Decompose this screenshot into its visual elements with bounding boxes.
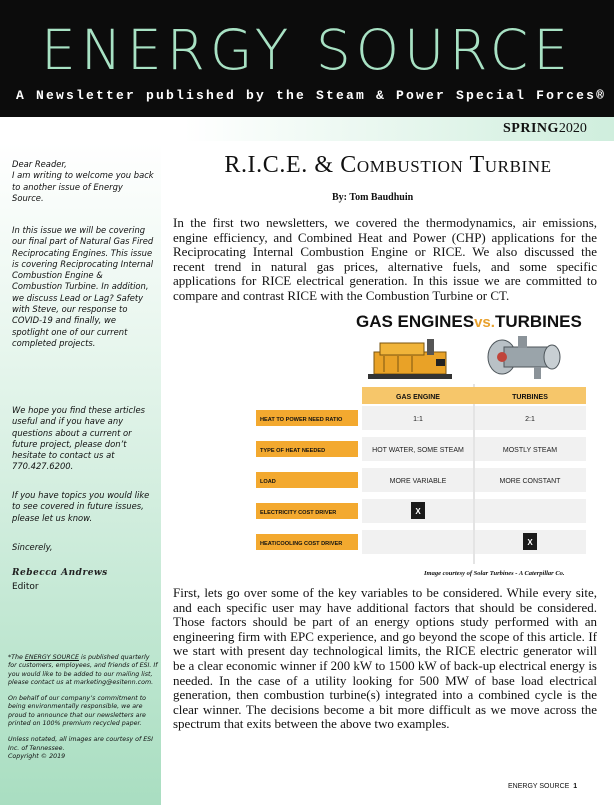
turbine-value: MORE CONSTANT: [499, 478, 561, 485]
issue-date: [503, 121, 587, 137]
row-label: HEAT/COOLING COST DRIVER: [260, 541, 343, 547]
gas-engine-illustration: [368, 339, 452, 379]
mailing-note: *The ENERGY SOURCE is published quarterly for customers, employees, and friends of ESI. If you would like to be added to our mailing list, please contact us at marketing@esitenn.com.: [8, 654, 158, 686]
newsletter-title: ENERGY SOURCE: [41, 18, 573, 82]
engine-mark: X: [415, 507, 421, 516]
comparison-figure: [256, 312, 586, 574]
article-byline: By: Tom Baudhuin: [332, 192, 414, 203]
page-number: 1: [573, 783, 578, 790]
publication-notes: [8, 654, 158, 769]
issue-year: 2020: [558, 121, 587, 136]
sidebar-issue-summary: In this issue we will be covering our final part of Natural Gas Fired Reciprocating Engines. This issue is covering Reciprocating Internal Combustion Engine & Combustion Turbine. In addition, we discuss Lead or Lag? Safety with Steve, our response to COVID-19 and finally, we spotlight one of our current completed projects.: [12, 225, 154, 348]
figure-title: GAS ENGINESvs.TURBINES: [356, 312, 582, 331]
article-body: First, lets go over some of the key variables to be considered. While every site, and each specific user may have additional factors that should be considered. Those factors should be part of an energy options study performed with an engineering firm with EPC experience, and go beyond the scope of this article. If we start with present day technological limits, the RICE electric generator will be a clear economic winner if 200 kW to 1500 kW of back-up electrical energy is needed. In the case of a utility looking for 500 MW of base load electrical generation, then combustion turbine(s) integrated into a combined cycle is the clear winner. The decisions become a bit more difficult as we move across the spectrum that exits between the above two examples.: [173, 585, 597, 732]
editor-role: Editor: [12, 582, 39, 592]
engine-column-header: GAS ENGINE: [396, 394, 440, 401]
footer-publication: ENERGY SOURCE: [508, 783, 570, 790]
row-label: ELECTRICITY COST DRIVER: [260, 510, 337, 516]
figure-credit: Image courtesy of Solar Turbines - A Caterpillar Co.: [424, 570, 565, 577]
sidebar-greeting: Dear Reader, I am writing to welcome you back to another issue of Energy Source.: [12, 159, 154, 203]
page-footer: [508, 783, 577, 790]
masthead-banner: [0, 0, 614, 117]
engine-value: 1:1: [413, 416, 423, 423]
sidebar-topics-note: If you have topics you would like to see covered in future issues, please let us know.: [12, 490, 150, 523]
sidebar-closing: Sincerely,: [12, 542, 53, 552]
image-credit-note: Unless notated, all images are courtesy of ESI Inc. of Tennessee.: [8, 736, 154, 752]
comparison-table-graphic: [256, 312, 586, 574]
issue-season: SPRING: [503, 121, 559, 136]
environment-note: On behalf of our company’s commitment to being environmentally responsible, we are proud to announce that our newsletters are printed on 100% premium recycled paper.: [8, 695, 147, 728]
row-label: LOAD: [260, 479, 276, 485]
article-intro: In the first two newsletters, we covered the thermodynamics, air emissions, engine efficiency, and Combined Heat and Power (CHP) applications for the Reciprocating Internal Combustion Engine or RICE. We also discussed the recent trend in natural gas prices, alternative fuels, and some specific applications for RICE electrical generation. In this issue we are committed to compare and contrast RICE with the Combustion Turbine or CT.: [173, 215, 597, 303]
turbine-column-header: TURBINES: [512, 394, 548, 401]
row-label: TYPE OF HEAT NEEDED: [260, 448, 326, 454]
row-band: [362, 499, 586, 523]
article-title: R.I.C.E. & Combustion Turbine: [224, 152, 552, 178]
sidebar-contact-note: We hope you find these articles useful and if you have any questions about a current or future project, please don’t hesitate to contact us at 770.427.6200.: [12, 405, 145, 472]
editor-signature: Rebecca Andrews: [12, 568, 108, 578]
turbine-illustration: [488, 336, 560, 379]
turbine-value: MOSTLY STEAM: [502, 447, 558, 454]
newsletter-tagline: A Newsletter published by the Steam & Power Special Forces®: [16, 88, 607, 103]
row-label: HEAT TO POWER NEED RATIO: [260, 417, 343, 423]
turbine-value: 2:1: [525, 416, 535, 423]
row-band: [362, 406, 586, 430]
engine-value: HOT WATER, SOME STEAM: [372, 447, 464, 454]
engine-value: MORE VARIABLE: [389, 478, 447, 485]
row-band: [362, 530, 586, 554]
copyright-note: Copyright © 2019: [8, 752, 66, 760]
turbine-mark: X: [527, 538, 533, 547]
